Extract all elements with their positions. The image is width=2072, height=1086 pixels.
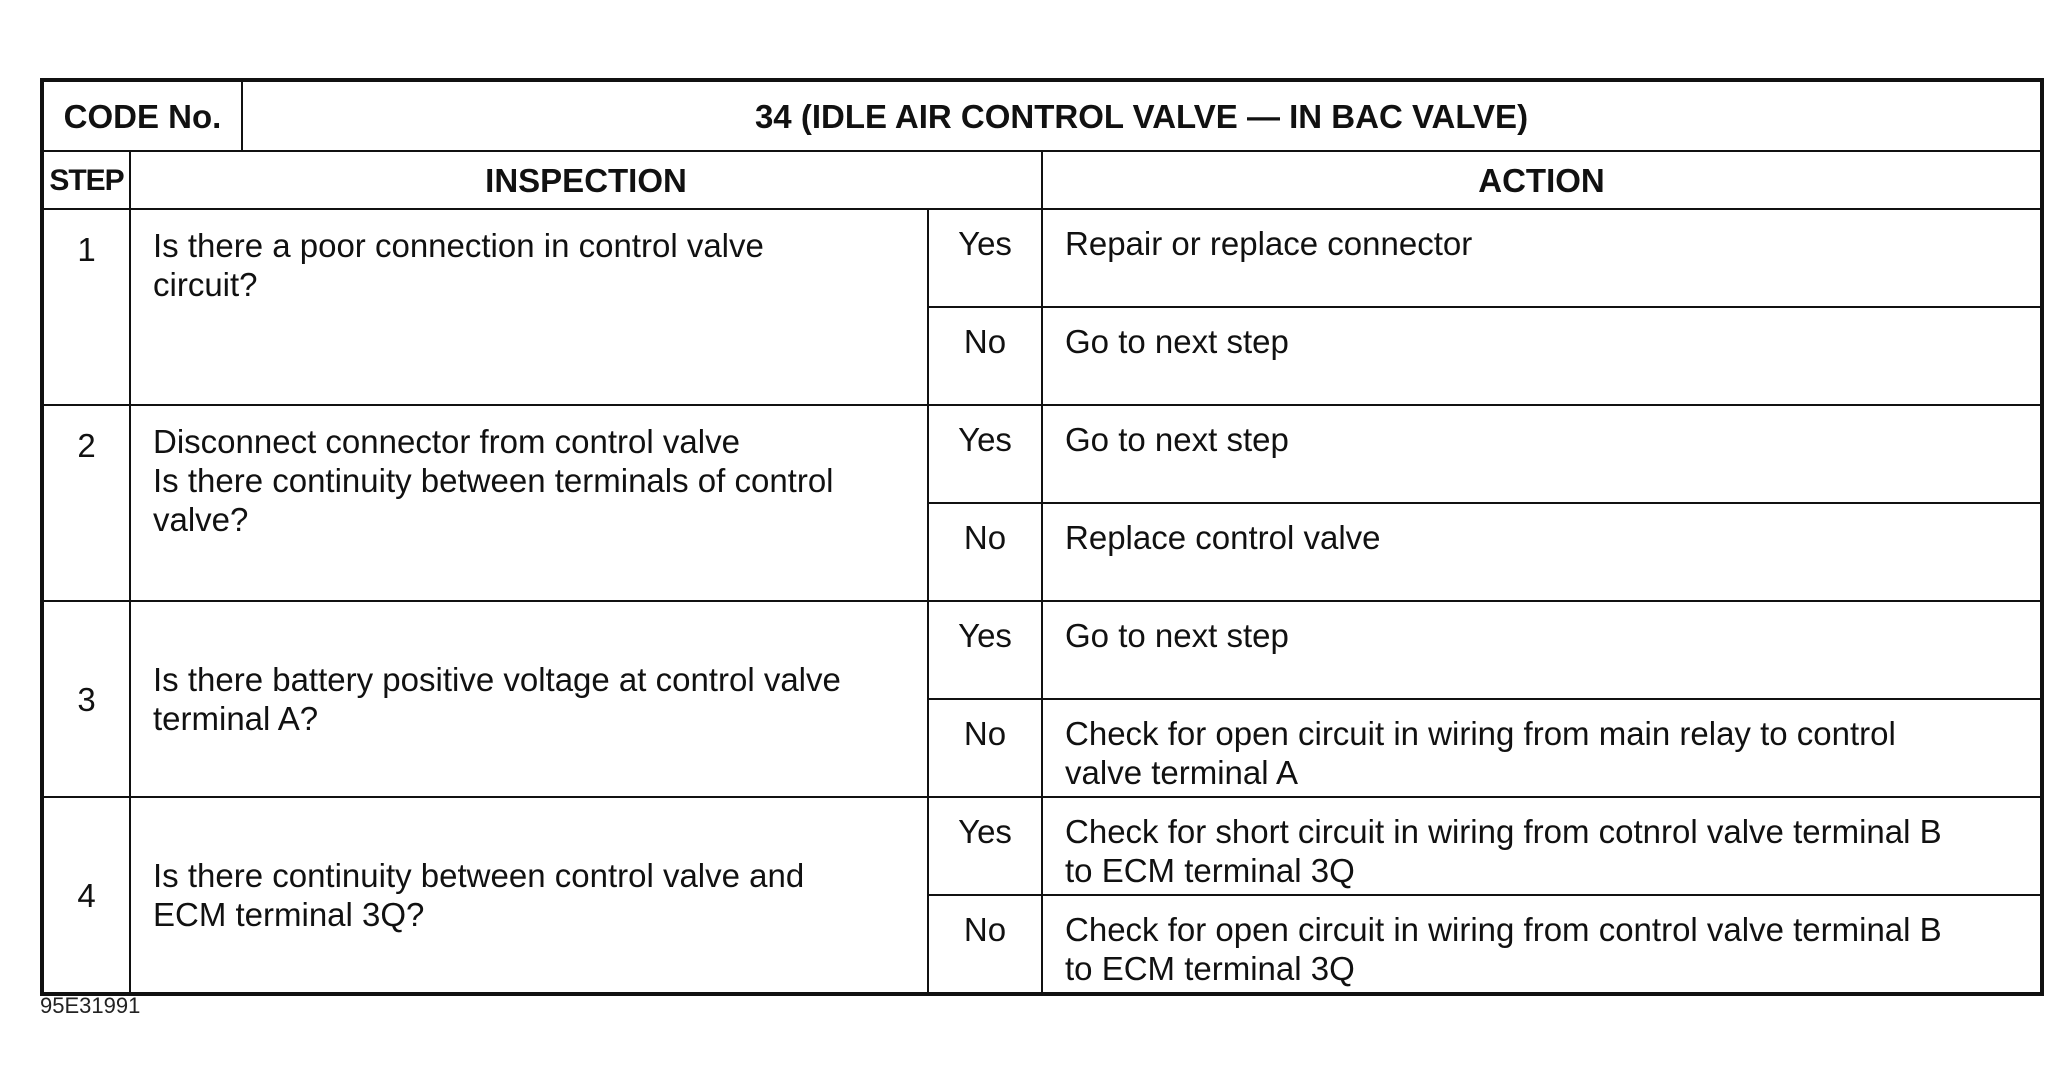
inspection-line: terminal A? [153,700,319,737]
column-header-row [42,151,2042,209]
inspection-column-header: INSPECTION [130,151,1042,209]
inspection-line: valve? [153,501,249,538]
yes-action [1042,405,2042,503]
action-line: Check for open circuit in wiring from main relay to control [1065,715,1896,752]
yes-label: Yes [928,209,1042,307]
no-action [1042,307,2042,405]
no-label: No [928,699,1042,797]
inspection-line: Is there a poor connection in control valve [153,227,764,264]
no-label: No [928,895,1042,994]
inspection-line: circuit? [153,266,258,303]
step-number: 1 [42,209,130,405]
yes-action [1042,209,2042,307]
inspection-cell [130,209,928,405]
yes-label: Yes [928,405,1042,503]
inspection-line: Is there continuity between control valve and [153,857,805,894]
inspection-cell [130,405,928,601]
action-line: Go to next step [1065,323,1289,360]
step-number: 2 [42,405,130,601]
yes-label: Yes [928,797,1042,895]
action-line: Replace control valve [1065,519,1381,556]
action-line: Go to next step [1065,421,1289,458]
action-line: Check for open circuit in wiring from control valve terminal B [1065,911,1942,948]
inspection-cell [130,601,928,797]
no-label: No [928,307,1042,405]
yes-action [1042,601,2042,699]
step-number: 4 [42,797,130,994]
inspection-line: Is there battery positive voltage at control valve [153,661,841,698]
step-number: 3 [42,601,130,797]
action-column-header: ACTION [1042,151,2042,209]
diagnostic-table [40,78,2044,996]
yes-action [1042,797,2042,895]
action-line: valve terminal A [1065,754,1298,791]
action-line: to ECM terminal 3Q [1065,852,1355,889]
step-column-header: STEP [42,151,130,209]
code-header-row [42,80,2042,151]
step-1-yes-row [42,209,2042,307]
inspection-cell [130,797,928,994]
yes-label: Yes [928,601,1042,699]
diagnostic-table-container [40,78,2040,996]
step-2-yes-row [42,405,2042,503]
figure-id: 95E31991 [40,993,141,1018]
no-action [1042,503,2042,601]
no-action [1042,699,2042,797]
code-label: CODE No. [42,80,242,151]
inspection-line: ECM terminal 3Q? [153,896,425,933]
action-line: Check for short circuit in wiring from cotnrol valve terminal B [1065,813,1942,850]
step-4-yes-row [42,797,2042,895]
inspection-line: Disconnect connector from control valve [153,423,740,460]
action-line: to ECM terminal 3Q [1065,950,1355,987]
step-3-yes-row [42,601,2042,699]
action-line: Repair or replace connector [1065,225,1473,262]
code-title: 34 (IDLE AIR CONTROL VALVE — IN BAC VALVE) [242,80,2042,151]
inspection-line: Is there continuity between terminals of control [153,462,834,499]
action-line: Go to next step [1065,617,1289,654]
no-label: No [928,503,1042,601]
no-action [1042,895,2042,994]
